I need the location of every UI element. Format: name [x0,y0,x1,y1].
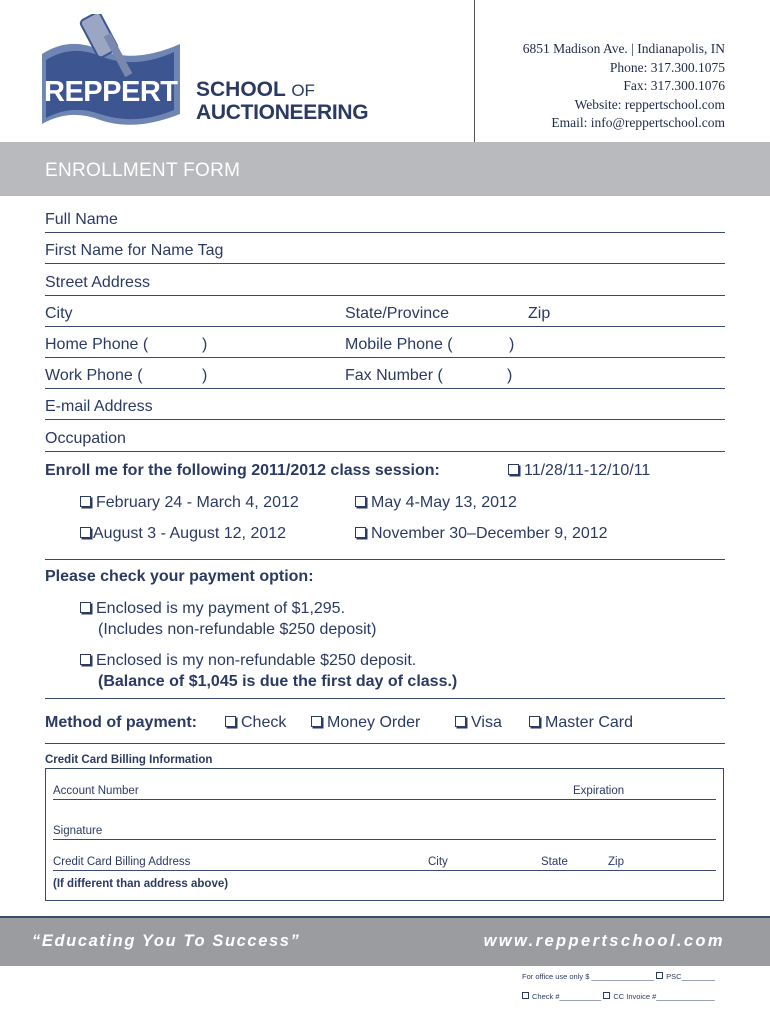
account-field[interactable] [53,781,716,800]
full-name-field[interactable] [45,210,725,233]
mobile-phone-paren: ) [509,336,515,353]
credit-card-box [45,768,724,901]
fax-number-label: Fax Number ( [345,367,443,384]
street-label: Street Address [45,274,150,291]
billing-address-field[interactable] [53,852,716,871]
session-option-3[interactable]: May 4-May 13, 2012 [355,494,517,512]
divider [45,559,725,560]
checkbox-icon[interactable] [603,992,610,999]
street-field[interactable] [45,273,725,296]
zip-label: Zip [528,305,551,322]
state-label: State/Province [345,305,450,322]
billing-state-label: State [541,856,568,868]
checkbox-icon[interactable] [656,972,663,979]
work-fax-field[interactable] [45,366,725,389]
occupation-label: Occupation [45,430,126,447]
credit-heading: Credit Card Billing Information [45,754,213,766]
footer-bar [0,916,770,966]
checkbox-icon[interactable] [522,992,529,999]
session-option-1[interactable]: 11/28/11-12/10/11 [508,462,650,480]
checkbox-icon[interactable] [455,716,466,727]
method-label: Method of payment: [45,714,197,731]
checkbox-icon[interactable] [80,527,91,538]
payment-option-full[interactable]: Enclosed is my payment of $1,295. [80,600,345,618]
method-visa[interactable]: Visa [455,714,502,732]
checkbox-icon[interactable] [529,716,540,727]
contact-email[interactable]: Email: info@reppertschool.com [551,115,725,130]
billing-note: (If different than address above) [53,878,229,890]
checkbox-icon[interactable] [225,716,236,727]
title-banner [0,142,770,196]
method-money-order[interactable]: Money Order [311,714,420,732]
enroll-heading: Enroll me for the following 2011/2012 class session: [45,462,440,479]
contact-block [523,40,725,133]
work-phone-paren: ) [202,367,208,384]
email-label: E-mail Address [45,398,153,415]
checkbox-icon[interactable] [311,716,322,727]
footer-website[interactable]: www.reppertschool.com [483,932,725,950]
checkbox-icon[interactable] [355,527,366,538]
contact-phone: Phone: 317.300.1075 [609,59,725,75]
billing-zip-label: Zip [608,856,624,868]
header-divider [474,0,475,142]
city-label: City [45,305,73,322]
full-name-label: Full Name [45,211,118,228]
email-field[interactable] [45,397,725,420]
checkbox-icon[interactable] [80,602,91,613]
checkbox-icon[interactable] [508,464,519,475]
session-option-5[interactable]: November 30–December 9, 2012 [355,525,608,543]
contact-address: 6851 Madison Ave. | Indianapolis, IN [522,41,725,56]
logo-auctioneering: AUCTIONEERING [196,101,369,124]
occupation-field[interactable] [45,429,725,452]
school-logo [40,14,390,132]
home-phone-label: Home Phone ( [45,336,149,353]
signature-label: Signature [53,825,103,837]
mobile-phone-label: Mobile Phone ( [345,336,453,353]
checkbox-icon[interactable] [80,496,91,507]
city-state-zip-field[interactable] [45,304,725,327]
page-title: ENROLLMENT FORM [45,160,241,181]
signature-field[interactable] [53,821,716,840]
contact-website[interactable]: Website: reppertschool.com [574,96,725,112]
phone-field[interactable] [45,335,725,358]
payment-heading: Please check your payment option: [45,568,314,585]
footer-motto: “Educating You To Success” [32,932,301,950]
payment-option-deposit[interactable]: Enclosed is my non-refundable $250 deposit. [80,652,416,670]
session-option-2[interactable]: February 24 - March 4, 2012 [80,494,299,512]
method-master-card[interactable]: Master Card [529,714,633,732]
billing-city-label: City [428,856,448,868]
home-phone-paren: ) [202,336,208,353]
method-check[interactable]: Check [225,714,286,732]
checkbox-icon[interactable] [355,496,366,507]
contact-fax: Fax: 317.300.1076 [623,78,725,93]
session-option-4[interactable]: August 3 - August 12, 2012 [80,525,286,543]
expiration-label: Expiration [573,785,625,797]
payment-option-full-note: (Includes non-refundable $250 deposit) [98,621,377,638]
office-use-line: For office use only $ _______________ PSC________ [522,972,715,981]
divider [45,698,725,699]
account-label: Account Number [53,785,139,797]
fax-number-paren: ) [507,367,513,384]
checkbox-icon[interactable] [80,654,91,665]
work-phone-label: Work Phone ( [45,367,143,384]
name-tag-field[interactable] [45,241,725,264]
name-tag-label: First Name for Name Tag [45,242,224,259]
payment-option-deposit-note: (Balance of $1,045 is due the first day of class.) [98,673,458,690]
billing-address-label: Credit Card Billing Address [53,856,191,868]
logo-school: SCHOOL OF [196,78,315,101]
office-check-line: Check #__________ CC Invoice #______________ [522,992,715,1001]
logo-word: REPPERT [44,76,178,108]
divider [45,743,725,744]
